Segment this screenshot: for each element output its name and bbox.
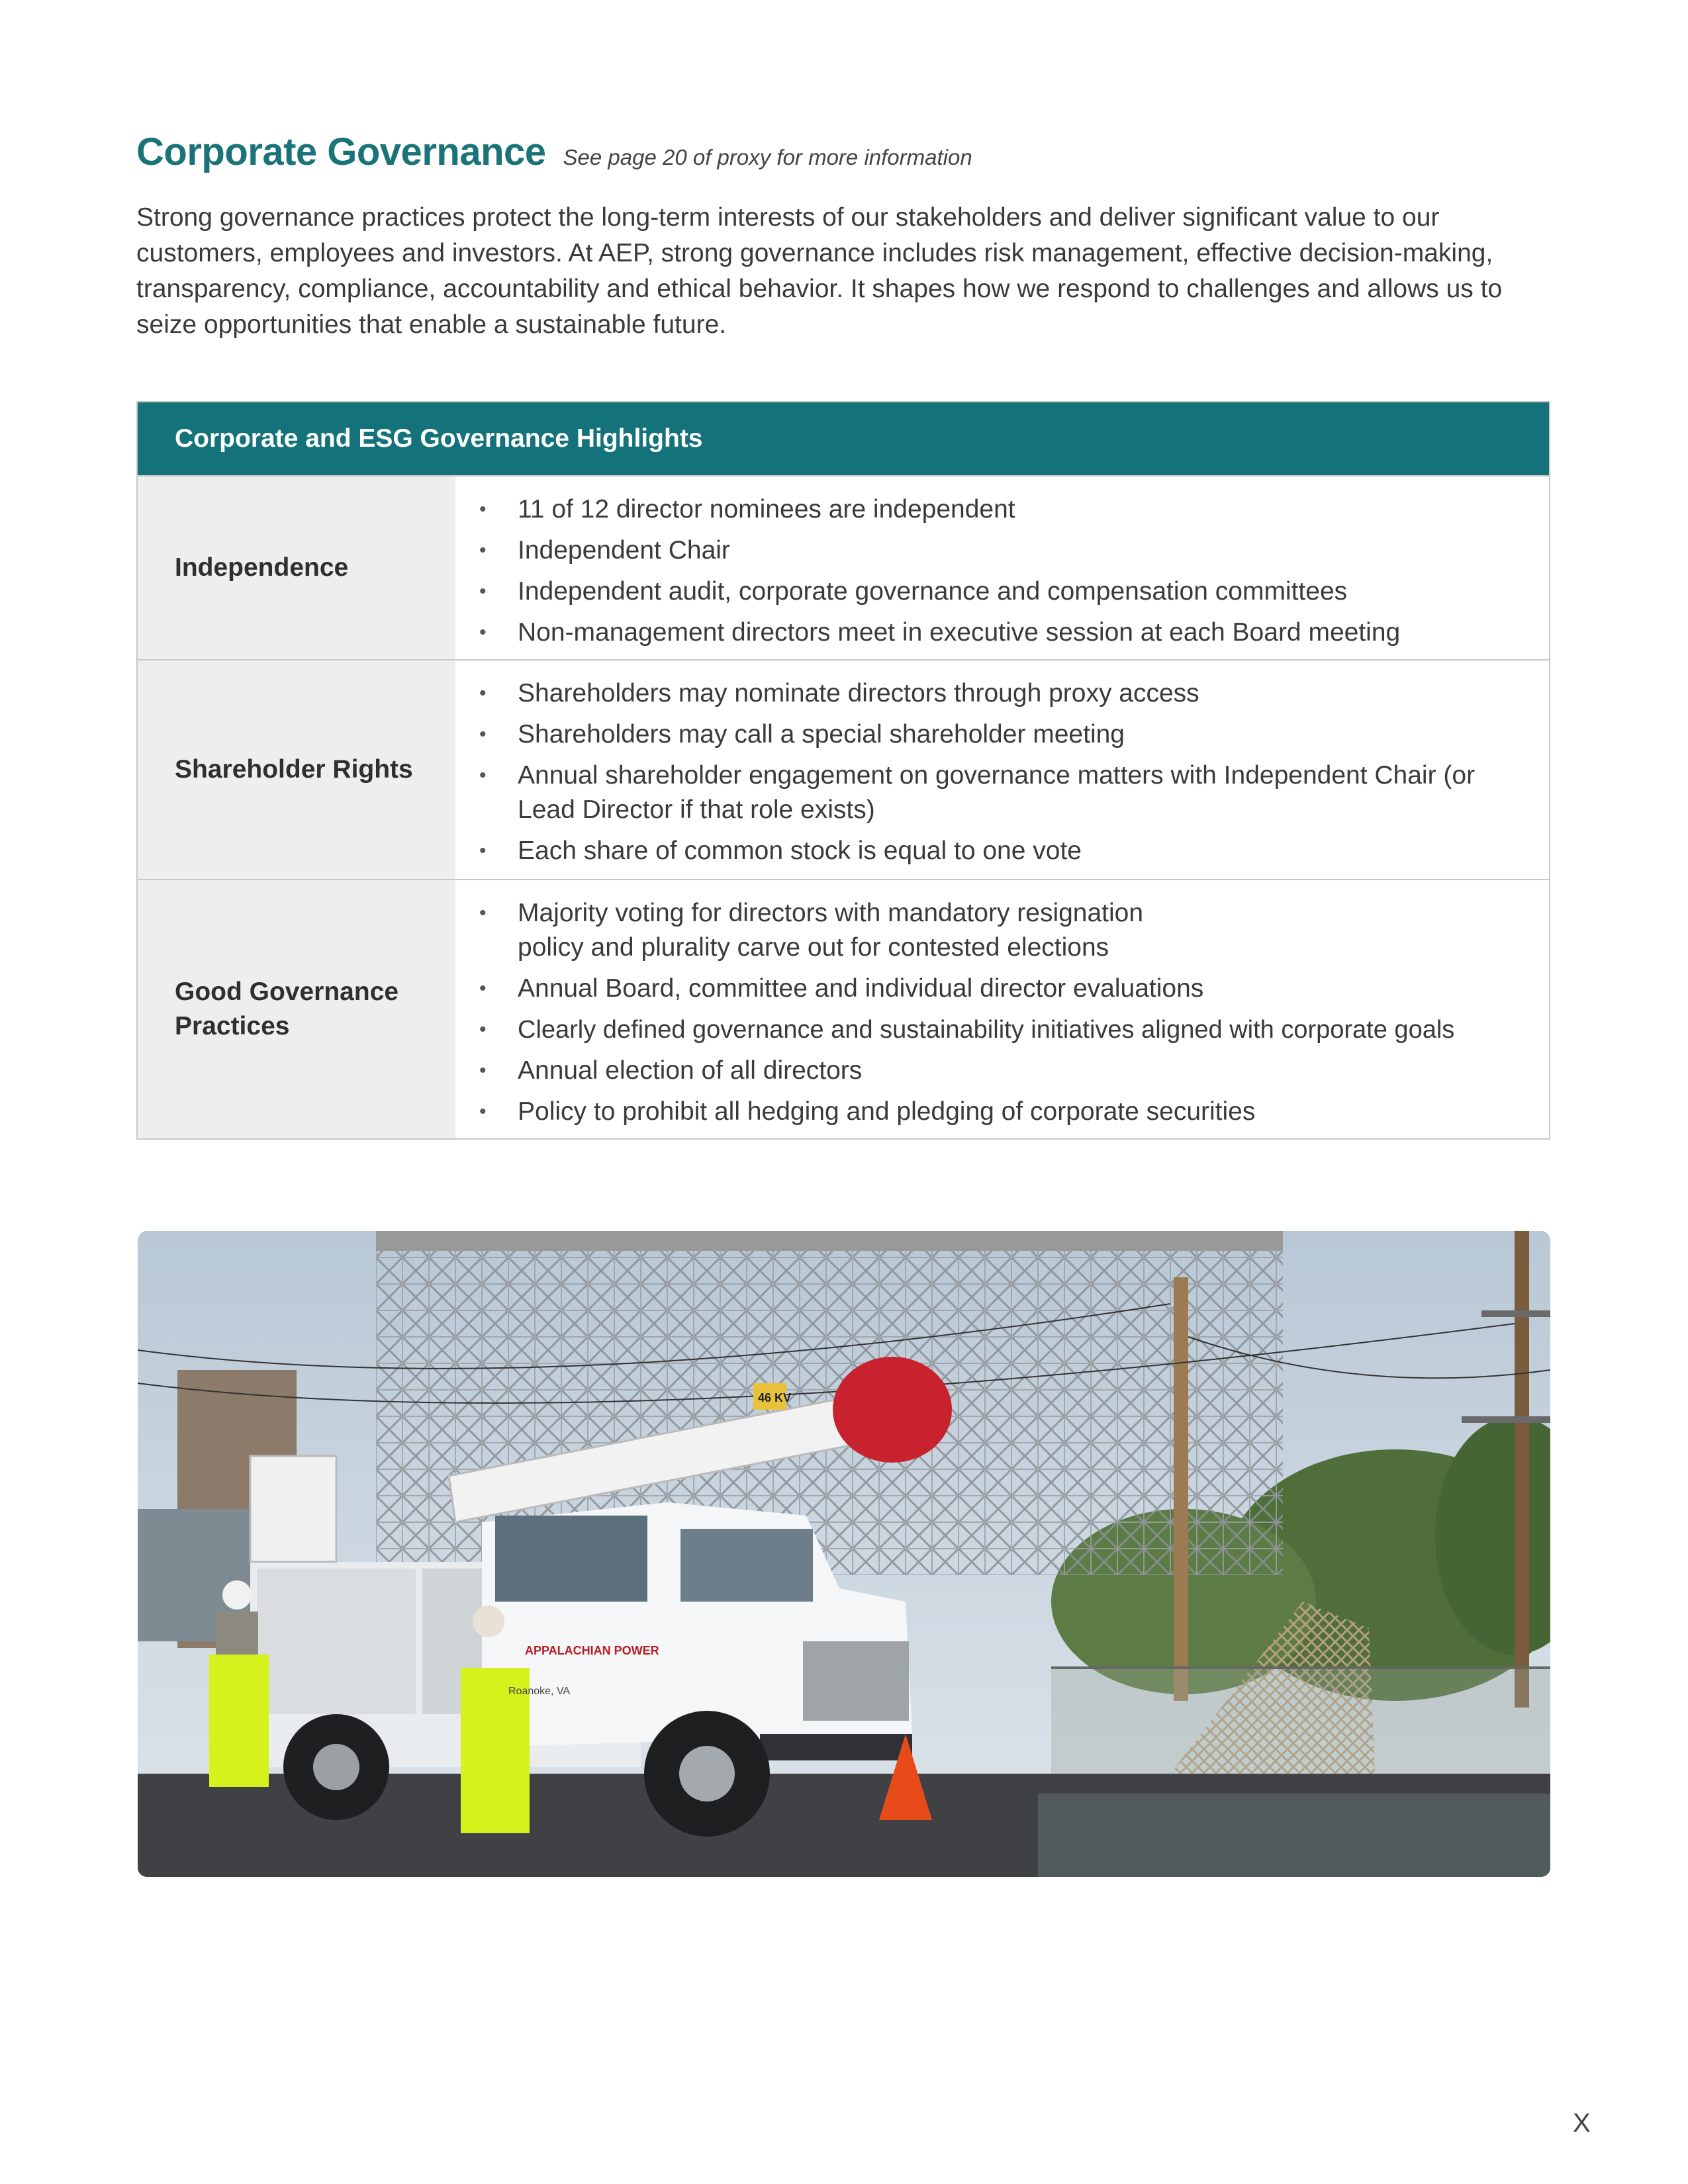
intro-paragraph: Strong governance practices protect the long-term interests of our stakeholders and deliver significant value to our customers, employees and investors. At AEP, strong governance includes risk management, effective decision-making, transparency, compliance, accountability and ethical behavior. It shapes how we respond to challenges and allows us to seize opportunities that enable a sustainable future.	[136, 203, 1503, 339]
bullet-icon: •	[479, 1019, 487, 1040]
bullet-icon: •	[479, 723, 487, 745]
bullet-icon: •	[479, 580, 487, 602]
list-item: • 11 of 12 director nominees are independent	[455, 492, 1536, 527]
bullet-icon: •	[479, 539, 487, 561]
truck-company-label: APPALACHIAN POWER	[525, 1644, 659, 1657]
list-item: • Independent audit, corporate governance and compensation committees	[455, 574, 1536, 609]
bullet-icon: •	[479, 978, 487, 999]
row-label: Good Governance Practices	[138, 880, 455, 1138]
bullet-icon: •	[479, 1101, 487, 1122]
list-item: • Clearly defined governance and sustainability initiatives aligned with corporate goals	[455, 1013, 1536, 1047]
list-item: • Annual shareholder engagement on governance matters with Independent Chair (or Lead Director if that role exists)	[455, 758, 1536, 827]
list-item: • Independent Chair	[455, 533, 1536, 568]
page-number: X	[1573, 2109, 1591, 2138]
page-title: Corporate Governance	[136, 130, 546, 173]
utility-truck-photo	[138, 1231, 1550, 1877]
boom-rating-label: 46 KV	[758, 1391, 792, 1404]
list-item: • Shareholders may call a special shareholder meeting	[455, 717, 1536, 752]
list-item: • Policy to prohibit all hedging and pledging of corporate securities	[455, 1095, 1536, 1129]
bullet-icon: •	[479, 902, 487, 924]
table-header: Corporate and ESG Governance Highlights	[138, 402, 1549, 475]
bullet-icon: •	[479, 682, 487, 704]
table-row	[138, 475, 1549, 659]
row-label: Shareholder Rights	[138, 660, 455, 879]
row-label: Independence	[138, 477, 455, 659]
table-row	[138, 879, 1549, 1138]
row-content	[455, 660, 1549, 879]
bullet-icon: •	[479, 764, 487, 786]
list-item: • Each share of common stock is equal to one vote	[455, 834, 1536, 868]
heading-row	[136, 130, 972, 183]
bullet-icon: •	[479, 1060, 487, 1081]
list-item: • Annual Board, committee and individual director evaluations	[455, 972, 1536, 1006]
list-item: • Majority voting for directors with mandatory resignation policy and plurality carve out for contested elections	[455, 896, 1536, 965]
row-content	[455, 477, 1549, 659]
list-item: • Annual election of all directors	[455, 1054, 1536, 1088]
list-item: • Shareholders may nominate directors through proxy access	[455, 676, 1536, 711]
bullet-icon: •	[479, 621, 487, 643]
page-subtitle: See page 20 of proxy for more information	[563, 145, 972, 169]
row-content	[455, 880, 1549, 1138]
bullet-icon: •	[479, 498, 487, 520]
table-row	[138, 659, 1549, 879]
truck-location-label: Roanoke, VA	[508, 1686, 571, 1697]
governance-highlights-table	[136, 401, 1550, 1140]
bullet-icon: •	[479, 840, 487, 862]
list-item: • Non-management directors meet in executive session at each Board meeting	[455, 615, 1536, 650]
